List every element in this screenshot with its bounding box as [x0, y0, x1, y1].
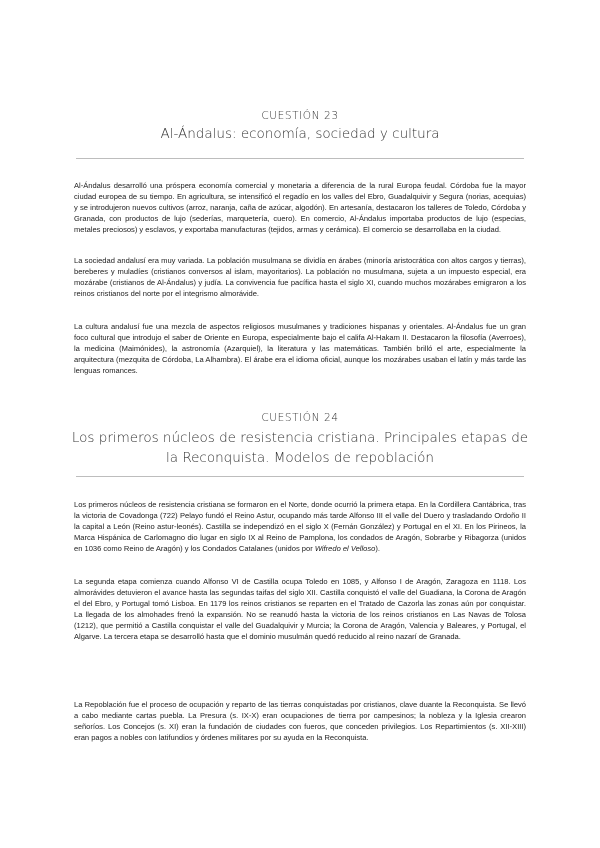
- section-23-paragraph-culture: La cultura andalusí fue una mezcla de aspectos religiosos musulmanes y tradiciones hispanas y orientales. Al-Ándalus fue un gran foco cultural que introdujo el saber de Oriente en Europa, especialmente bajo el califa Al-Hakam II. Destacaron la filosofía (Averroes), la medicina (Maimónides), la astronomía (Azarquiel), la literatura y las matemáticas. También brilló el arte, especialmente la arquitectura (mezquita de Córdoba, La Alhambra). El árabe era el idioma oficial, aunque los mozárabes usaban el latín y más tarde las lenguas romances.: [74, 322, 526, 375]
- section-23-paragraph-society: La sociedad andalusí era muy variada. La población musulmana se dividía en árabes (minoría aristocrática con altos cargos y tierras), bereberes y muladíes (cristianos conversos al islam, mayoritarios). La población no musulmana, sujeta a un impuesto especial, era mozárabe (cristianos de Al-Ándalus) y judía. La convivencia fue pacífica hasta el siglo XI, cuando muchos mozárabes emigraron a los reinos cristianos del norte por el integrismo almorávide.: [74, 256, 526, 298]
- section-24-paragraph-repopulation: La Repoblación fue el proceso de ocupación y reparto de las tierras conquistadas por cristianos, clave duante la Reconquista. Se llevó a cabo mediante cartas puebla. La Presura (s. IX-X) eran ocupaciones de tierra por campesinos; la nobleza y la Iglesia crearon señoríos. Los Concejos (s. XI) eran la fundación de ciudades con fueros, que conceden privilegios. Los Repartimientos (s. XII-XIII) eran pagos a nobles con latifundios y órdenes militares por su ayuda en la Reconquista.: [74, 700, 526, 742]
- first-stage-tail: ).: [375, 544, 380, 553]
- section-24-paragraph-second-stage: La segunda etapa comienza cuando Alfonso VI de Castilla ocupa Toledo en 1085, y Alfonso I de Aragón, Zaragoza en 1118. Los almorávides detuvieron el avance hasta las segundas taifas del siglo XII. Castilla conquistó el valle del Guadiana, la Corona de Aragón el del Ebro, y Portugal tomó Lisboa. En 1179 los reinos cristianos se reparten en el Tratado de Cazorla las zonas aún por conquistar. La llegada de los almohades frenó la expansión. No se reanudó hasta la victoria de los reinos cristianos en Las Navas de Tolosa (1212), que permitió a Castilla conquistar el valle del Guadalquivir y Murcia; la Corona de Aragón, Valencia y Baleares, y Portugal, el Algarve. La tercera etapa se desarrolló hasta que el dominio musulmán quedó reducido al reino nazarí de Granada.: [74, 577, 526, 641]
- section-23-divider: [76, 158, 524, 159]
- first-stage-italic-name: Wifredo el Velloso: [314, 544, 376, 553]
- section-23-title: Al-Ándalus: economía, sociedad y cultura: [160, 126, 440, 142]
- section-23-label: CUESTIÓN 23: [261, 110, 339, 122]
- section-24-label: CUESTIÓN 24: [261, 412, 339, 424]
- section-24-paragraph-first-stage: [74, 499, 526, 554]
- section-24-divider: [76, 476, 524, 477]
- section-24-title: Los primeros núcleos de resistencia cristiana. Principales etapas de la Reconquista. Modelos de repoblación: [71, 430, 529, 466]
- first-stage-text: Los primeros núcleos de resistencia cristiana se formaron en el Norte, donde ocurrió la primera etapa. En la Cordillera Cantábrica, tras la victoria de Covadonga (722) Pelayo fundó el Reino Astur, ocupando más tarde Alfonso III el valle del Duero y trasladando Ordoño II la capital a León (Reino astur-leonés). Castilla se independizó en el siglo X (Fernán González) y Portugal en el XI. En los Pirineos, la Marca Hispánica de Carlomagno dio lugar en siglo IX al Reino de Pamplona, los condados de Aragón, Sobrarbe y Ribagorza (unidos en 1036 como Reino de Aragón) y los Condados Catalanes (unidos por: [74, 500, 526, 553]
- section-23-paragraph-economy: Al-Ándalus desarrolló una próspera economía comercial y monetaria a diferencia de la rural Europa feudal. Córdoba fue la mayor ciudad europea de su tiempo. En agricultura, se intensificó el regadío en los valles del Ebro, Guadalquivir y Segura (norias, acequias) y se introdujeron nuevos cultivos (arroz, naranja, caña de azúcar, algodón). En artesanía, destacaron los talleres de Toledo, Córdoba y Granada, con productos de lujo (sederías, marquetería, cuero). En comercio, Al-Ándalus importaba productos de lujo (especias, metales preciosos) y esclavos, y exportaba manufacturas (tejidos, armas y cerámica). El comercio se desarrollaba en la ciudad.: [74, 181, 526, 234]
